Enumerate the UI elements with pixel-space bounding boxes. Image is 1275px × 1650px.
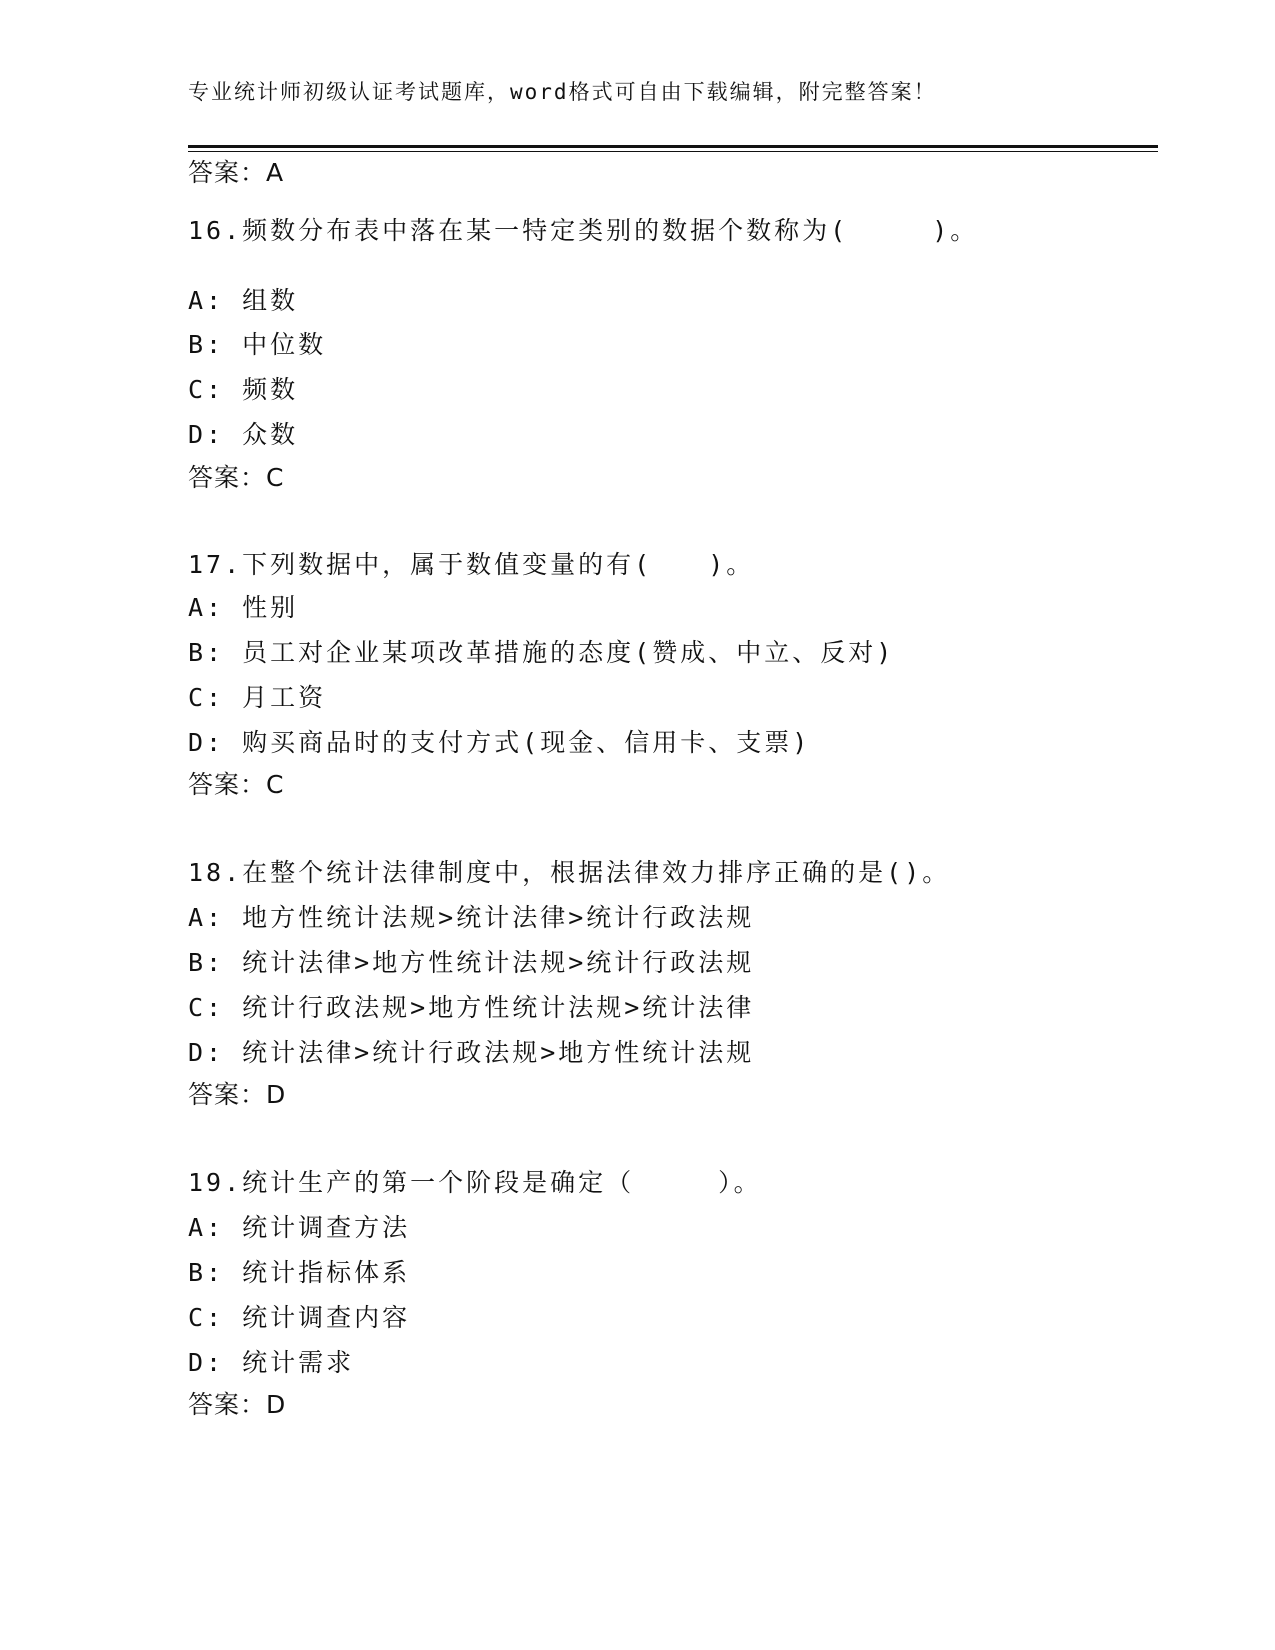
question-stem: 16.频数分布表中落在某一特定类别的数据个数称为( )。 <box>188 216 979 245</box>
answer: 答案：D <box>188 1080 287 1109</box>
option-b: B: 统计指标体系 <box>188 1258 411 1287</box>
option-a: A: 统计调查方法 <box>188 1213 411 1242</box>
answer: 答案：C <box>188 770 285 799</box>
option-d: D: 众数 <box>188 420 299 449</box>
option-d: D: 购买商品时的支付方式(现金、信用卡、支票) <box>188 728 811 757</box>
previous-answer: 答案：A <box>188 158 285 187</box>
header-divider-thin <box>188 151 1158 152</box>
option-c: C: 频数 <box>188 375 299 404</box>
page-header: 专业统计师初级认证考试题库，word格式可自由下载编辑，附完整答案！ <box>188 80 937 104</box>
option-a: A: 性别 <box>188 593 299 622</box>
header-divider-thick <box>188 145 1158 148</box>
question-stem: 18.在整个统计法律制度中，根据法律效力排序正确的是()。 <box>188 858 951 887</box>
option-d: D: 统计法律>统计行政法规>地方性统计法规 <box>188 1038 755 1067</box>
option-b: B: 中位数 <box>188 330 327 359</box>
option-a: A: 地方性统计法规>统计法律>统计行政法规 <box>188 903 755 932</box>
question-stem: 17.下列数据中，属于数值变量的有( )。 <box>188 550 755 579</box>
answer: 答案：D <box>188 1390 287 1419</box>
question-stem: 19.统计生产的第一个阶段是确定（ ）。 <box>188 1168 762 1197</box>
option-c: C: 统计调查内容 <box>188 1303 411 1332</box>
option-d: D: 统计需求 <box>188 1348 355 1377</box>
option-a: A: 组数 <box>188 286 299 315</box>
option-b: B: 统计法律>地方性统计法规>统计行政法规 <box>188 948 755 977</box>
option-c: C: 月工资 <box>188 683 327 712</box>
answer: 答案：C <box>188 463 285 492</box>
option-b: B: 员工对企业某项改革措施的态度(赞成、中立、反对) <box>188 638 895 667</box>
option-c: C: 统计行政法规>地方性统计法规>统计法律 <box>188 993 755 1022</box>
